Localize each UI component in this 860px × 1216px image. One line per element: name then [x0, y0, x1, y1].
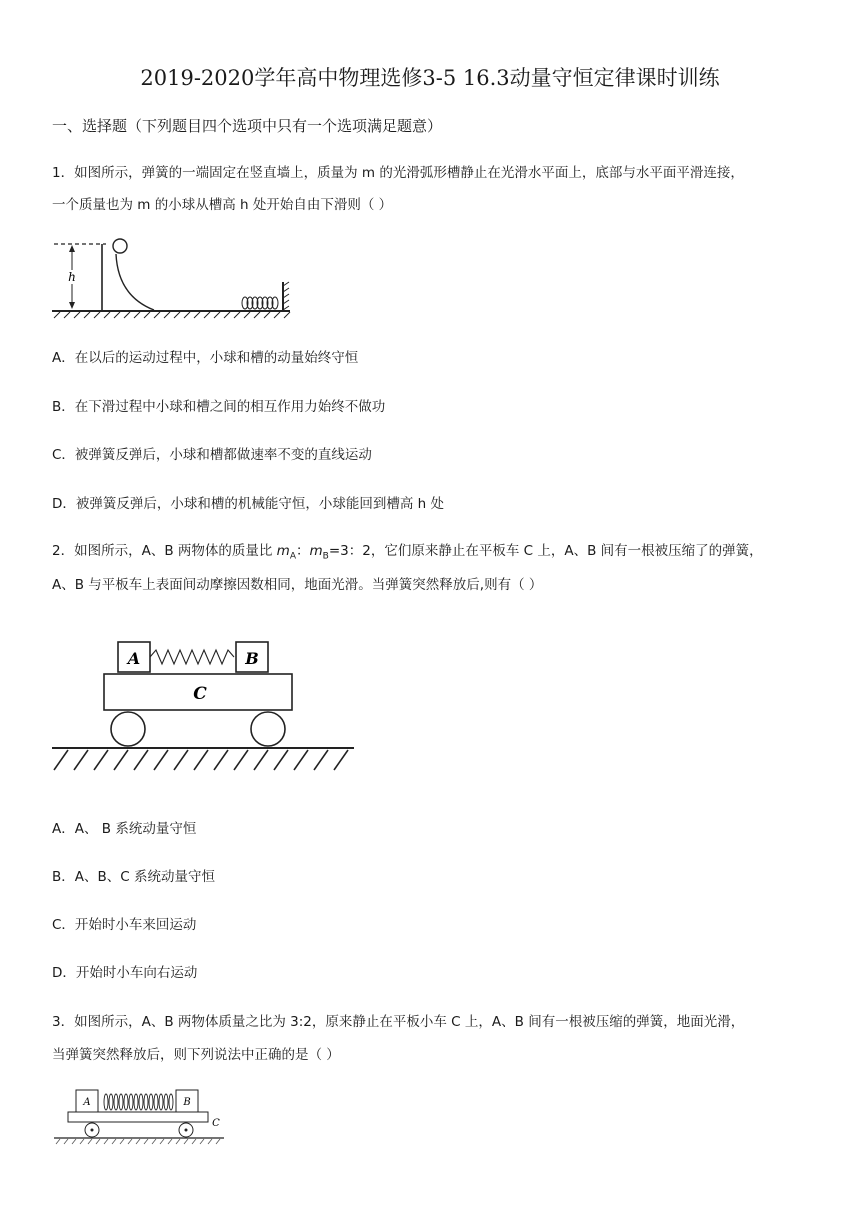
ground-hatching: [54, 750, 348, 770]
q2-option-c: C．开始时小车来回运动: [52, 917, 197, 933]
q1-option-c: C．被弹簧反弹后，小球和槽都做速率不变的直线运动: [52, 447, 372, 463]
section-heading: 一、选择题（下列题目四个选项中只有一个选项满足题意）: [52, 117, 443, 135]
right-wheel: [251, 712, 285, 746]
ground-hatching: [56, 1139, 220, 1144]
q1-option-b: B．在下滑过程中小球和槽之间的相互作用力始终不做功: [52, 399, 386, 415]
ball: [113, 239, 127, 253]
q1-option-d: D．被弹簧反弹后，小球和槽的机械能守恒，小球能回到槽高 h 处: [52, 496, 445, 512]
q2-stem-line-1: [52, 539, 763, 562]
q3-stem-line-2: 当弹簧突然释放后，则下列说法中正确的是（ ）: [52, 1047, 340, 1063]
cart-c-label: C: [212, 1118, 220, 1129]
right-wheel-axle: [185, 1129, 188, 1132]
q1-figure-slope-spring: [50, 236, 300, 320]
page-title: 2019-2020学年高中物理选修3-5 16.3动量守恒定律课时训练: [140, 66, 720, 90]
height-label: h: [68, 270, 76, 284]
cart-c: [68, 1112, 208, 1122]
q2-mass-b-subscript: B: [322, 551, 329, 562]
trough-curved-surface: [116, 254, 154, 310]
block-a-label: A: [127, 649, 141, 668]
q2-stem-rest: =3：2，它们原来静止在平板车 C 上，A、B 间有一根被压缩了的弹簧，: [328, 543, 763, 559]
compressed-spring: [150, 650, 234, 664]
spring: [242, 297, 278, 309]
q1-stem-line-1: 1．如图所示，弹簧的一端固定在竖直墙上，质量为 m 的光滑弧形槽静止在光滑水平面上，底部与水平面平滑连接，: [52, 165, 744, 181]
q1-option-a: A．在以后的运动过程中，小球和槽的动量始终守恒: [52, 350, 359, 366]
left-wheel-axle: [91, 1129, 94, 1132]
q2-mass-a-symbol: m: [276, 543, 290, 559]
q2-ratio-colon: ：: [296, 543, 310, 559]
q2-option-a: A．A、 B 系统动量守恒: [52, 821, 197, 837]
block-b-label: B: [183, 1097, 191, 1108]
block-b-label: B: [245, 649, 259, 668]
q2-option-b: B．A、B、C 系统动量守恒: [52, 869, 215, 885]
block-a-label: A: [83, 1097, 91, 1108]
q2-option-d: D．开始时小车向右运动: [52, 965, 198, 981]
height-arrow-down: [69, 302, 75, 309]
left-wheel: [111, 712, 145, 746]
cart-c-label: C: [193, 684, 207, 704]
height-arrow-up: [69, 245, 75, 252]
q1-stem-line-2: 一个质量也为 m 的小球从槽高 h 处开始自由下滑则（ ）: [52, 197, 393, 213]
q2-figure-cart: [50, 636, 360, 776]
q3-stem-line-1: 3．如图所示，A、B 两物体质量之比为 3:2，原来静止在平板小车 C 上，A、B 间有一根被压缩的弹簧，地面光滑，: [52, 1014, 745, 1030]
ground-hatching: [54, 312, 290, 318]
q2-stem-line-2: A、B 与平板车上表面间动摩擦因数相同，地面光滑。当弹簧突然释放后,则有（ ）: [52, 577, 543, 593]
q2-mass-a-subscript: A: [289, 551, 296, 562]
compressed-spring: [104, 1094, 173, 1110]
q2-mass-b-symbol: m: [309, 543, 323, 559]
q3-figure-cart: [52, 1082, 232, 1148]
q2-stem-prefix: 2．如图所示，A、B 两物体的质量比: [52, 543, 277, 559]
